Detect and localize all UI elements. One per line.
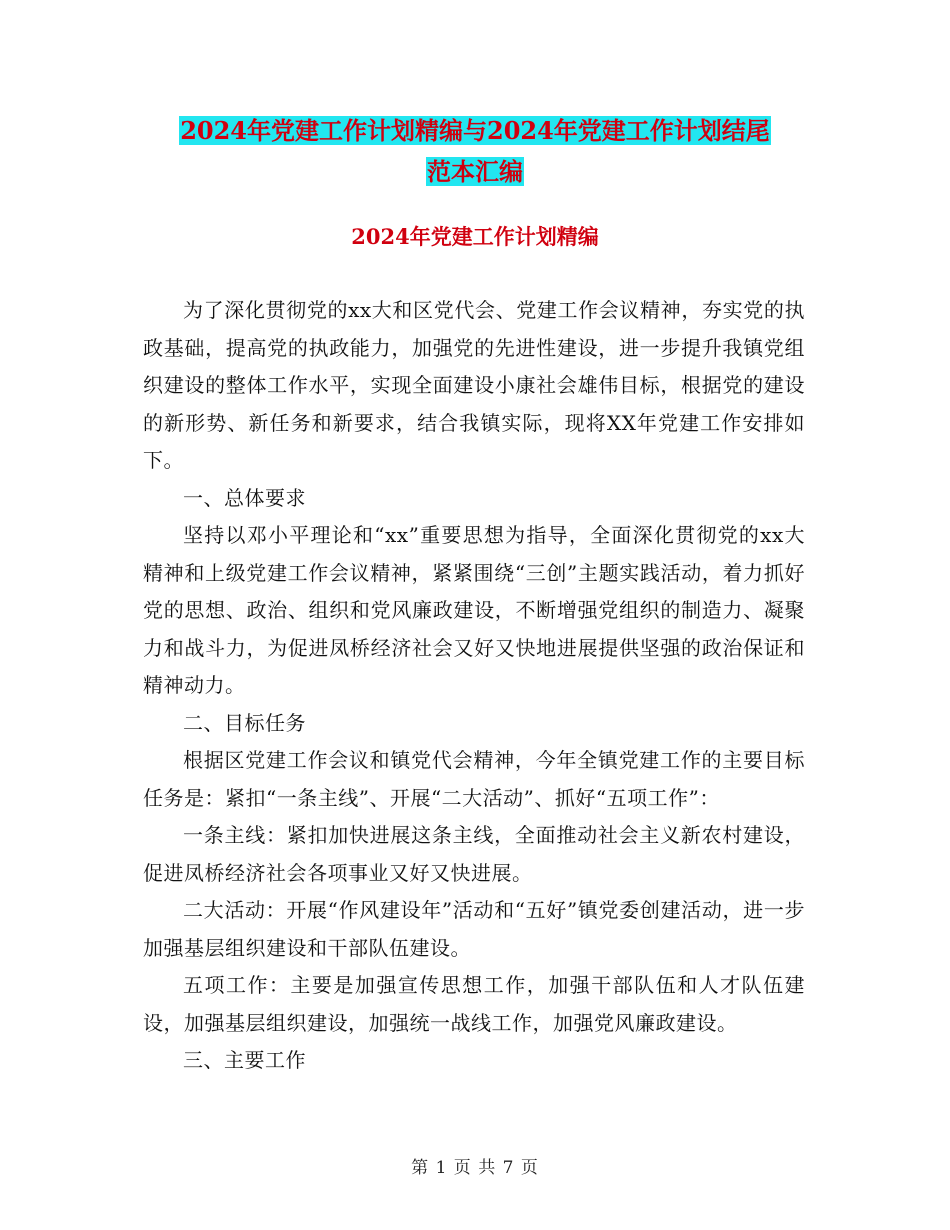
- paragraph-intro: 为了深化贯彻党的xx大和区党代会、党建工作会议精神，夯实党的执政基础，提高党的执政能力，加强党的先进性建设，进一步提升我镇党组织建设的整体工作水平，实现全面建设小康社会雄伟目标，根据党的建设的新形势、新任务和新要求，结合我镇实际，现将XX年党建工作安排如下。: [143, 298, 805, 472]
- paragraph-goals: 根据区党建工作会议和镇党代会精神，今年全镇党建工作的主要目标任务是：紧扣“一条主线”、开展“二大活动”、抓好“五项工作”：: [143, 748, 805, 810]
- heading-goals: 二、目标任务: [183, 710, 306, 735]
- document-title-text-1: 2024年党建工作计划精编与2024年党建工作计划结尾: [180, 116, 770, 145]
- page-number-label: 第 1 页 共 7 页: [411, 1158, 539, 1178]
- page-footer: [0, 1153, 950, 1178]
- section-title: 2024年党建工作计划精编: [351, 224, 599, 249]
- paragraph-main-line: 一条主线：紧扣加快进展这条主线，全面推动社会主义新农村建设，促进凤桥经济社会各项事业又好又快进展。: [143, 823, 805, 885]
- heading-general-requirements: 一、总体要求: [183, 485, 306, 510]
- document-body: [143, 292, 805, 1080]
- document-title-text-2: 范本汇编: [427, 157, 523, 186]
- heading-main-work: 三、主要工作: [183, 1048, 306, 1072]
- paragraph-two-activities: 二大活动：开展“作风建设年”活动和“五好”镇党委创建活动，进一步加强基层组织建设和干部队伍建设。: [143, 898, 805, 960]
- document-title-line-2: [140, 153, 810, 191]
- document-title-line-1: [140, 112, 810, 150]
- paragraph-general-requirements: 坚持以邓小平理论和“xx”重要思想为指导，全面深化贯彻党的xx大精神和上级党建工作会议精神，紧紧围绕“三创”主题实践活动，着力抓好党的思想、政治、组织和党风廉政建设，不断增强党组织的制造力、凝聚力和战斗力，为促进凤桥经济社会又好又快地进展提供坚强的政治保证和精神动力。: [143, 523, 805, 697]
- paragraph-five-tasks: 五项工作：主要是加强宣传思想工作，加强干部队伍和人才队伍建设，加强基层组织建设，加强统一战线工作，加强党风廉政建设。: [143, 973, 805, 1035]
